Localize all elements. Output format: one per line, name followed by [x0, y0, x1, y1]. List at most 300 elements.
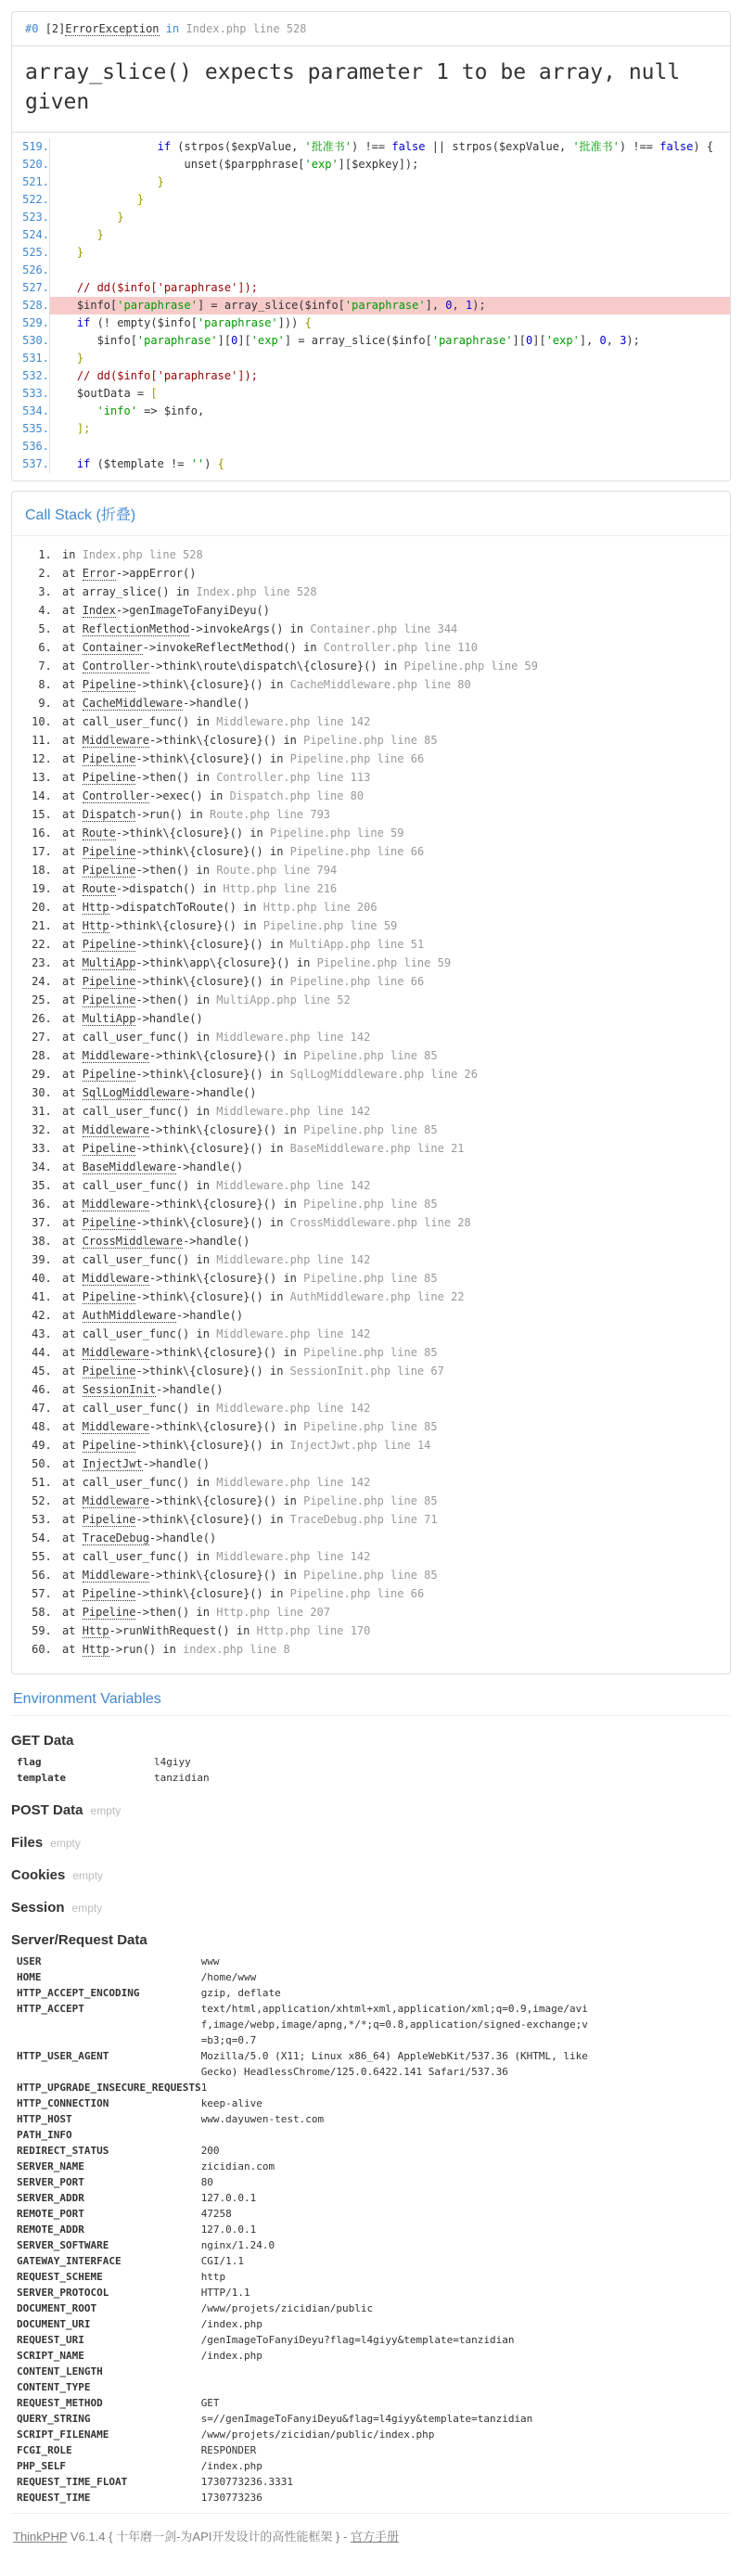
env-value: CGI/1.1 — [200, 2255, 245, 2268]
code-row — [12, 173, 730, 191]
trace-class-name: Middleware — [82, 1569, 149, 1583]
code-line-number: 519. — [12, 138, 50, 156]
env-row — [17, 2300, 591, 2316]
trace-location: Index.php line 528 — [196, 585, 317, 599]
code-token — [50, 457, 77, 470]
trace-item: 9. at CacheMiddleware->handle() — [58, 694, 730, 712]
env-row — [17, 2316, 591, 2332]
env-row — [17, 2269, 591, 2285]
trace-class-name: Http — [82, 901, 109, 915]
env-row — [17, 2237, 591, 2253]
env-row — [17, 2143, 591, 2159]
trace-class-name: Route — [82, 882, 116, 896]
trace-location: Pipeline.php line 66 — [289, 845, 425, 859]
env-row — [17, 1954, 591, 1969]
code-line-number: 522. — [12, 191, 50, 209]
trace-class-name: CacheMiddleware — [82, 697, 184, 711]
trace-class-name: Pipeline — [82, 678, 136, 692]
trace-class-name: Middleware — [82, 1049, 149, 1063]
empty-label: empty — [71, 1902, 103, 1916]
trace-item: 27. at call_user_func() in Middleware.php line 142 — [58, 1028, 730, 1046]
trace-location: Pipeline.php line 59 — [262, 919, 398, 933]
code-line-number: 526. — [12, 262, 50, 279]
env-row — [17, 2174, 591, 2190]
exception-header — [12, 12, 730, 46]
env-value: 200 — [200, 2145, 220, 2158]
code-token — [50, 246, 77, 259]
trace-item: 42. at AuthMiddleware->handle() — [58, 1306, 730, 1325]
env-row — [17, 2127, 591, 2143]
trace-class-name: CrossMiddleware — [82, 1235, 184, 1249]
code-line — [50, 209, 731, 226]
env-key: REQUEST_TIME_FLOAT — [17, 2476, 128, 2489]
env-key: SERVER_PORT — [17, 2176, 84, 2189]
env-value: gzip, deflate — [200, 1987, 281, 2000]
env-key: REMOTE_ADDR — [17, 2224, 84, 2236]
trace-location: Middleware.php line 142 — [216, 1105, 371, 1119]
env-row — [17, 2080, 591, 2095]
trace-item: 38. at CrossMiddleware->handle() — [58, 1232, 730, 1250]
trace-item: 12. at Pipeline->think\{closure}() in Pipeline.php line 66 — [58, 750, 730, 768]
trace-location: Middleware.php line 142 — [216, 715, 371, 729]
code-token: 0 — [231, 334, 238, 348]
code-token: unset($parpphrase[ — [50, 158, 305, 172]
env-row — [17, 2111, 591, 2127]
env-value: /www/projets/zicidian/public/index.php — [200, 2429, 435, 2441]
code-token: 1 — [465, 299, 473, 313]
code-token: // dd($info['paraphrase']); — [76, 281, 258, 295]
code-line-number: 535. — [12, 420, 50, 438]
code-token: 'paraphrase' — [431, 334, 513, 348]
env-key: SCRIPT_FILENAME — [17, 2429, 109, 2441]
env-value: l4giyy — [154, 1756, 191, 1769]
env-section-title: GET Data — [11, 1733, 74, 1749]
env-section — [11, 1932, 731, 2506]
code-line — [50, 438, 731, 455]
trace-class-name: Pipeline — [82, 1216, 136, 1230]
env-row — [17, 2222, 591, 2237]
thinkphp-slogan: { 十年磨一剑-为API开发设计的高性能框架 } — [109, 2530, 340, 2544]
env-value: 47258 — [200, 2208, 232, 2221]
trace-location: Pipeline.php line 59 — [403, 660, 538, 673]
in-word: in — [165, 22, 180, 35]
code-token: 'paraphrase' — [136, 334, 218, 348]
trace-location: InjectJwt.php line 14 — [289, 1439, 431, 1453]
env-section — [11, 1835, 731, 1851]
env-section-title: Cookies empty — [11, 1867, 104, 1884]
code-token — [50, 281, 77, 294]
trace-location: TraceDebug.php line 71 — [289, 1513, 438, 1527]
code-line — [50, 173, 731, 191]
code-token: { — [217, 457, 224, 471]
trace-location: Container.php line 344 — [310, 622, 458, 636]
env-key: DOCUMENT_ROOT — [17, 2302, 97, 2315]
code-token: ) { — [693, 140, 714, 154]
trace-location: Middleware.php line 142 — [216, 1179, 371, 1193]
trace-location: MultiApp.php line 52 — [216, 993, 351, 1007]
call-stack-card — [11, 491, 731, 1674]
trace-class-name: Pipeline — [82, 1587, 136, 1601]
trace-item: 4. at Index->genImageToFanyiDeyu() — [58, 601, 730, 620]
env-row — [17, 2095, 591, 2111]
env-key: flag — [17, 1756, 42, 1769]
trace-class-name: Middleware — [82, 1272, 149, 1286]
trace-class-name: Pipeline — [82, 1068, 136, 1082]
code-token: ])) — [277, 316, 305, 330]
trace-item: 19. at Route->dispatch() in Http.php line 216 — [58, 879, 730, 898]
code-line — [50, 226, 731, 244]
trace-location: Http.php line 216 — [223, 882, 338, 896]
empty-label: empty — [50, 1837, 81, 1851]
trace-item: 50. at InjectJwt->handle() — [58, 1455, 730, 1473]
trace-item: 34. at BaseMiddleware->handle() — [58, 1158, 730, 1176]
code-token: $info[ — [50, 334, 137, 348]
env-key: CONTENT_TYPE — [17, 2381, 91, 2394]
footer-dash: - — [342, 2530, 348, 2544]
trace-location: Pipeline.php line 66 — [289, 752, 425, 766]
trace-location: Dispatch.php line 80 — [229, 789, 365, 803]
trace-item: 31. at call_user_func() in Middleware.php line 142 — [58, 1102, 730, 1121]
trace-item: 21. at Http->think\{closure}() in Pipeline.php line 59 — [58, 916, 730, 935]
env-value: /index.php — [200, 2318, 262, 2331]
env-key: HTTP_ACCEPT_ENCODING — [17, 1987, 140, 2000]
env-value: /home/www — [200, 1971, 257, 1984]
code-token: ][ — [237, 334, 251, 348]
env-value — [201, 2364, 591, 2379]
env-key: SERVER_PROTOCOL — [17, 2287, 109, 2300]
code-token: // dd($info['paraphrase']); — [76, 369, 258, 383]
trace-item: 45. at Pipeline->think\{closure}() in SessionInit.php line 67 — [58, 1362, 730, 1380]
severity-code: [2] — [45, 22, 66, 35]
manual-link[interactable]: 官方手册 — [350, 2530, 399, 2544]
env-key: FCGI_ROLE — [17, 2444, 72, 2457]
env-section — [11, 1733, 731, 1786]
env-key: QUERY_STRING — [17, 2413, 91, 2426]
trace-item: 17. at Pipeline->think\{closure}() in Pipeline.php line 66 — [58, 842, 730, 861]
code-token: $outData = — [50, 387, 151, 401]
code-line — [50, 191, 731, 209]
exception-class: ErrorException — [65, 22, 160, 35]
env-key: HOME — [17, 1971, 42, 1984]
code-line — [50, 403, 731, 420]
env-row — [17, 2190, 591, 2206]
env-value: nginx/1.24.0 — [200, 2239, 275, 2252]
exception-severity-class — [45, 22, 160, 36]
trace-item: 29. at Pipeline->think\{closure}() in SqlLogMiddleware.php line 26 — [58, 1065, 730, 1083]
trace-class-name: Pipeline — [82, 1513, 136, 1527]
code-token — [50, 175, 158, 188]
env-row — [17, 1754, 544, 1770]
code-line-number: 528. — [12, 297, 50, 314]
code-line-number: 525. — [12, 244, 50, 262]
code-token: 'paraphrase' — [344, 299, 426, 313]
trace-class-name: SessionInit — [82, 1383, 157, 1397]
env-key: REMOTE_PORT — [17, 2208, 84, 2221]
code-line-number: 527. — [12, 279, 50, 297]
code-line-number: 532. — [12, 367, 50, 385]
trace-class-name: Pipeline — [82, 1290, 136, 1304]
env-section-title: Files empty — [11, 1835, 81, 1852]
code-row — [12, 367, 730, 385]
code-token: ], — [425, 299, 446, 313]
trace-class-name: Dispatch — [82, 808, 136, 822]
env-row — [17, 2458, 591, 2474]
trace-class-name: SqlLogMiddleware — [82, 1086, 190, 1100]
env-value: http — [200, 2271, 226, 2284]
env-key: GATEWAY_INTERFACE — [17, 2255, 122, 2268]
call-stack-title-text: Call Stack — [25, 507, 93, 524]
code-token — [50, 422, 77, 435]
thinkphp-version: V6.1.4 — [70, 2530, 106, 2544]
code-token — [50, 193, 137, 206]
trace-class-name: Pipeline — [82, 845, 136, 859]
trace-class-name: Pipeline — [82, 864, 136, 878]
code-token: 'info' — [96, 404, 137, 418]
env-value — [201, 2127, 591, 2143]
call-stack-collapse-toggle[interactable]: (折叠) — [96, 507, 136, 524]
trace-item: 2. at Error->appError() — [58, 564, 730, 583]
trace-item: 48. at Middleware->think\{closure}() in Pipeline.php line 85 — [58, 1417, 730, 1436]
trace-class-name: AuthMiddleware — [82, 1309, 176, 1323]
code-token: , — [452, 299, 466, 313]
trace-class-name: Error — [82, 567, 116, 581]
footer — [13, 2527, 729, 2544]
code-token: ][$expkey]); — [338, 158, 419, 172]
code-token — [50, 228, 97, 241]
trace-class-name: InjectJwt — [82, 1457, 143, 1471]
trace-location: Pipeline.php line 85 — [303, 1198, 438, 1211]
trace-item: 15. at Dispatch->run() in Route.php line 793 — [58, 805, 730, 824]
code-token — [50, 404, 97, 417]
trace-class-name: Container — [82, 641, 143, 655]
trace-class-name: Pipeline — [82, 993, 136, 1007]
trace-location: Route.php line 793 — [209, 808, 331, 822]
trace-item: 28. at Middleware->think\{closure}() in Pipeline.php line 85 — [58, 1046, 730, 1065]
code-token: ]; — [76, 422, 91, 436]
trace-item: 22. at Pipeline->think\{closure}() in MultiApp.php line 51 — [58, 935, 730, 954]
env-value: 1730773236 — [200, 2492, 262, 2505]
code-line — [50, 297, 731, 314]
trace-class-name: Index — [82, 604, 116, 618]
env-row — [17, 2395, 591, 2411]
code-token: '批准书' — [304, 140, 352, 154]
code-token: '批准书' — [572, 140, 620, 154]
code-token — [50, 316, 77, 329]
code-token: if — [76, 457, 91, 471]
trace-item: 18. at Pipeline->then() in Route.php line 794 — [58, 861, 730, 879]
env-key: REDIRECT_STATUS — [17, 2145, 109, 2158]
code-token: 'paraphrase' — [197, 316, 278, 330]
empty-label: empty — [90, 1804, 122, 1818]
trace-item: 54. at TraceDebug->handle() — [58, 1529, 730, 1547]
code-line — [50, 332, 731, 350]
env-key: HTTP_HOST — [17, 2113, 72, 2126]
code-token: 'exp' — [304, 158, 339, 172]
source-code-table — [12, 138, 730, 473]
env-value: /genImageToFanyiDeyu?flag=l4giyy&template=tanzidian — [200, 2334, 515, 2347]
code-token: } — [117, 211, 124, 224]
trace-location: Route.php line 794 — [216, 864, 338, 878]
trace-item: 40. at Middleware->think\{closure}() in Pipeline.php line 85 — [58, 1269, 730, 1288]
trace-item: 1. in Index.php line 528 — [58, 545, 730, 564]
trace-location: Http.php line 170 — [256, 1624, 371, 1638]
code-token: '' — [190, 457, 205, 471]
code-token: 3 — [620, 334, 627, 348]
trace-class-name: Pipeline — [82, 1606, 136, 1620]
trace-location: Middleware.php line 142 — [216, 1550, 371, 1564]
trace-location: Middleware.php line 142 — [216, 1031, 371, 1044]
trace-item: 35. at call_user_func() in Middleware.php line 142 — [58, 1176, 730, 1195]
code-line-number: 537. — [12, 455, 50, 473]
code-token — [50, 140, 158, 153]
env-key: CONTENT_LENGTH — [17, 2365, 103, 2378]
code-line — [50, 244, 731, 262]
trace-location: AuthMiddleware.php line 22 — [289, 1290, 465, 1304]
env-key: HTTP_CONNECTION — [17, 2097, 109, 2110]
trace-class-name: Middleware — [82, 1494, 149, 1508]
code-line-number: 531. — [12, 350, 50, 367]
trace-item: 26. at MultiApp->handle() — [58, 1009, 730, 1028]
code-line-number: 536. — [12, 438, 50, 455]
code-line-number: 524. — [12, 226, 50, 244]
code-row — [12, 279, 730, 297]
env-key: template — [17, 1772, 66, 1785]
env-row — [17, 1969, 591, 1985]
trace-item: 8. at Pipeline->think\{closure}() in CacheMiddleware.php line 80 — [58, 675, 730, 694]
env-key: REQUEST_METHOD — [17, 2397, 103, 2410]
code-line — [50, 262, 731, 279]
env-key: REQUEST_TIME — [17, 2492, 91, 2505]
env-row — [17, 2159, 591, 2174]
env-row — [17, 2253, 591, 2269]
trace-item: 41. at Pipeline->think\{closure}() in AuthMiddleware.php line 22 — [58, 1288, 730, 1306]
trace-class-name: Middleware — [82, 1346, 149, 1360]
code-token: 'exp' — [545, 334, 580, 348]
trace-item: 11. at Middleware->think\{closure}() in Pipeline.php line 85 — [58, 731, 730, 750]
trace-location: Pipeline.php line 85 — [303, 1494, 438, 1508]
trace-location: Http.php line 206 — [262, 901, 377, 915]
trace-item: 16. at Route->think\{closure}() in Pipeline.php line 59 — [58, 824, 730, 842]
call-stack-list — [12, 545, 730, 1659]
code-token: } — [76, 246, 84, 260]
trace-item: 52. at Middleware->think\{closure}() in Pipeline.php line 85 — [58, 1492, 730, 1510]
trace-item: 47. at call_user_func() in Middleware.php line 142 — [58, 1399, 730, 1417]
env-row — [17, 2411, 591, 2427]
env-key: PHP_SELF — [17, 2460, 66, 2473]
exception-index: #0 — [25, 22, 39, 35]
trace-location: MultiApp.php line 51 — [289, 938, 425, 952]
code-token: ) — [204, 457, 218, 471]
code-token: if — [76, 316, 91, 330]
env-row — [17, 2048, 591, 2080]
trace-item: 24. at Pipeline->think\{closure}() in Pipeline.php line 66 — [58, 972, 730, 991]
trace-class-name: Controller — [82, 660, 149, 673]
empty-label: empty — [72, 1869, 104, 1883]
thinkphp-link[interactable]: ThinkPHP — [13, 2530, 68, 2544]
trace-class-name: Pipeline — [82, 938, 136, 952]
trace-location: Pipeline.php line 85 — [303, 1049, 438, 1063]
env-value: GET — [200, 2397, 220, 2410]
code-row — [12, 138, 730, 156]
trace-location: SessionInit.php line 67 — [289, 1365, 444, 1378]
code-token: (strpos($expValue, — [171, 140, 305, 154]
divider — [11, 1715, 731, 1716]
call-stack-title — [12, 492, 730, 536]
code-token: ] = array_slice($info[ — [197, 299, 345, 313]
code-token: || strpos($expValue, — [425, 140, 573, 154]
trace-item: 49. at Pipeline->think\{closure}() in InjectJwt.php line 14 — [58, 1436, 730, 1455]
env-key: SERVER_SOFTWARE — [17, 2239, 109, 2252]
env-row — [17, 2490, 591, 2506]
code-token: false — [659, 140, 694, 154]
code-token: 0 — [445, 299, 453, 313]
env-value: www.dayuwen-test.com — [200, 2113, 325, 2126]
trace-item: 43. at call_user_func() in Middleware.php line 142 — [58, 1325, 730, 1343]
env-key: DOCUMENT_URI — [17, 2318, 91, 2331]
trace-location: Http.php line 207 — [216, 1606, 331, 1620]
env-section-title: POST Data empty — [11, 1802, 122, 1819]
trace-item: 60. at Http->run() in index.php line 8 — [58, 1640, 730, 1659]
trace-item: 36. at Middleware->think\{closure}() in Pipeline.php line 85 — [58, 1195, 730, 1213]
trace-location: Controller.php line 110 — [323, 641, 478, 655]
trace-location: index.php line 8 — [183, 1643, 290, 1657]
code-row — [12, 385, 730, 403]
trace-item: 20. at Http->dispatchToRoute() in Http.php line 206 — [58, 898, 730, 916]
trace-item: 32. at Middleware->think\{closure}() in Pipeline.php line 85 — [58, 1121, 730, 1139]
trace-location: Pipeline.php line 66 — [289, 975, 425, 989]
trace-class-name: MultiApp — [82, 1012, 136, 1026]
trace-location: SqlLogMiddleware.php line 26 — [289, 1068, 478, 1082]
trace-location: Pipeline.php line 85 — [303, 1272, 438, 1286]
code-token: } — [76, 352, 84, 365]
trace-location: Pipeline.php line 59 — [270, 827, 404, 840]
env-row — [17, 2285, 591, 2300]
trace-class-name: Middleware — [82, 1123, 149, 1137]
code-token — [50, 369, 77, 382]
env-value: www — [200, 1955, 220, 1968]
trace-class-name: Controller — [82, 789, 149, 803]
code-row — [12, 455, 730, 473]
code-token: $info[ — [50, 299, 118, 313]
code-row — [12, 209, 730, 226]
env-value: RESPONDER — [200, 2444, 257, 2457]
trace-item: 59. at Http->runWithRequest() in Http.php line 170 — [58, 1621, 730, 1640]
trace-class-name: Pipeline — [82, 1439, 136, 1453]
trace-location: BaseMiddleware.php line 21 — [289, 1142, 465, 1156]
trace-item: 44. at Middleware->think\{closure}() in Pipeline.php line 85 — [58, 1343, 730, 1362]
trace-location: Pipeline.php line 59 — [316, 956, 452, 970]
env-row — [17, 1770, 544, 1786]
code-token: 'paraphrase' — [117, 299, 198, 313]
trace-location: Pipeline.php line 85 — [303, 734, 438, 748]
code-row — [12, 244, 730, 262]
code-line-number: 520. — [12, 156, 50, 173]
env-section — [11, 1900, 731, 1916]
code-token: ][ — [512, 334, 526, 348]
environment-sections — [11, 1733, 731, 2506]
trace-item: 37. at Pipeline->think\{closure}() in CrossMiddleware.php line 28 — [58, 1213, 730, 1232]
env-value: /www/projets/zicidian/public — [200, 2302, 374, 2315]
code-row — [12, 403, 730, 420]
code-token: 0 — [526, 334, 533, 348]
env-row — [17, 2332, 591, 2348]
trace-class-name: Pipeline — [82, 1142, 136, 1156]
trace-class-name: Middleware — [82, 1420, 149, 1434]
env-value: tanzidian — [154, 1772, 210, 1785]
trace-class-name: Pipeline — [82, 752, 136, 766]
trace-class-name: ReflectionMethod — [82, 622, 190, 636]
env-value: zicidian.com — [200, 2160, 275, 2173]
